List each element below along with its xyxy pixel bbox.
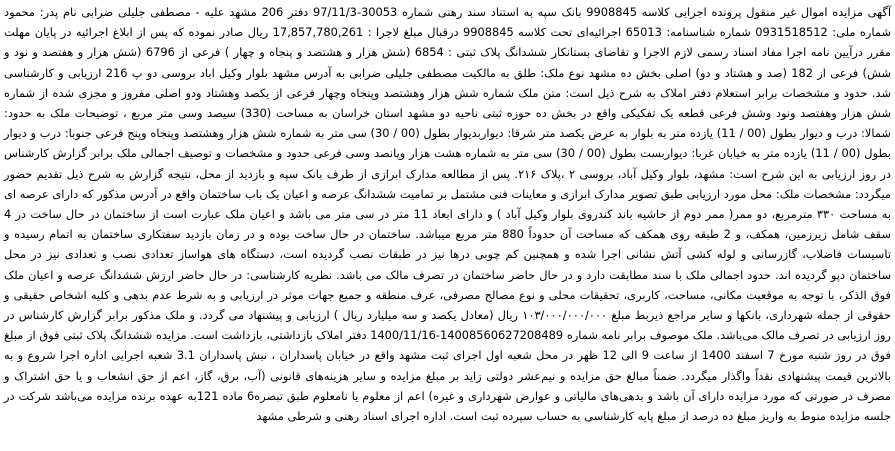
notice-title: آگهی مزایده اموال غیر منقول xyxy=(746,5,892,19)
notice-paragraph xyxy=(4,2,891,426)
notice-body: پرونده اجرایی کلاسه 9908845 بانک سپه به استناد سند رهنی شماره 30053-97/11/3 دفتر 206 مشهد علیه - مصطفی جلیلی ضرابی نام پدر: محمود شماره ملی: 0931518512 شماره شناسنامه: 65013 اجرائیه‌ای تحت کلاسه 9908845 درقبال مبلغ لاجرا : 17,857,780,261 ریال صادر نموده که پس از ابلاغ اجرائیه در پایان مهلت مقرر درآیین نامه اجرا مفاد اسناد رسمی لازم الاجرا و تقاضای بستانکار ششدانگ پلاک ثبتی : 6854 (شش هزار و هشتصد و پنجاه و چهار ) فرعی از 6796 (شش هزار و هفتصد و نود و شش) فرعی از 182 (صد و هشتاد و دو) اصلی بخش ده مشهد نوع ملک: طلق به مالکیت مصطفی جلیلی ضرابی به آدرس مشهد بلوار وکیل اباد بروسی دو پ 216 ارزیابی و کارشناسی شد. حدود و مشخصات برابر استعلام دفتر املاک به شرح ذیل است: متن ملک شماره شش هزار وهشتصد وپنجاه وچهار فرعی از یکصد وهشتاد ودو اصلی مفروز و مجزی شده از شماره شش هزار وهفتصد ونود وشش فرعی قطعه یک تفکیکی واقع در بخش ده حوزه ثبتی ناحیه دو مشهد استان خراسان به مساحت (330) سیصد وسی متر مربع ، توضیحات ملک به حدود: شمالا: درب و دیوار بطول (00 / 11) یازده متر به بلوار به عرض یکصد متر شرقا: دیواربدیوار بطول (00 / 30) سی متر به شماره شش هزار وهشتصد وپنجاه وپنج فرعی جنوبا: درب و دیوار بطول (00 / 11) یازده متر به خیابان غربا: دیواربست بطول (00 / 30) سی متر به شماره هشت هزار وپانصد وسی فرعی حدود و مشخصات و توصیف اجمالی ملک برابر گزارش کارشناس در روز ارزیابی به این شرح است: مشهد، بلوار وکیل آباد، بروسی ۲ ،پلاک ۲۱۶. پس از مطالعه مدارک ابرازی از طرف بانک سپه و بازدید از محل، نتیجه گزارش به شرح ذیل تقدیم حضور میگردد: مشخصات ملک: محل مورد ارزیابی طبق تصویر مدارک ابرازی و معاینات فنی مشتمل بر تمامیت ششدانگ عرصه و اعیان یک باب ساختمان واقع در آدرس مذکور که دارای عرصه ای به مساحت ۳۳۰ مترمربع، دو ممر( ممر دوم از حاشیه باند کندروی بلوار وکیل آباد ) و دارای ابعاد 11 متر در سی متر می باشد و اعیان ملک عبارت است از ساختمان در حال ساخت در 4 سقف شامل زیرزمین، همکف، و 2 طبقه روی همکف که مساحت آن حدوداً 880 متر مربع میباشد. ساختمان در حال ساخت بوده و در زمان بازدید سفتکاری ساختمان به اتمام رسیده و تاسیسات فاضلاب، گازرسانی و لوله کشی آتش نشانی اجرا شده و همچنین کم چوبی درها نیز در طبقات نصب گردیده است، دستگاه های هواساز تعدادی نصب و تعدادی نیز در محل ساختمان دپو گردیده اند. حدود اجمالی ملک با سند مطابقت دارد و در حال حاضر ساختمان در تصرف مالک می باشد. نظریه کارشناسی: در حال حاضر ارزش ششدانگ عرصه و اعیان ملک فوق الذکر، با توجه به موقعیت مکانی، مساحت، کاربری، تحقیقات محلی و نوع مصالح مصرفی، عرف منطقه و جمیع جهات موثر در ارزیابی و به شرط عدم بدهی و کلیه اشخاص حقیقی و حقوقی از جمله شهرداری، بانکها و سایر مراجع ذیربط مبلغ ۱۰۳/۰۰۰/۰۰۰/۰۰۰ ریال (معادل یکصد و سه میلیارد ریال ) ارزیابی و پیشنهاد می گردد. و ملک مذکور برابر گزارش کارشناس در روز ارزیابی در تصرف مالک می‌باشد. ملک موصوف برابر نامه شماره 14008560627208489-1400/11/16 دفتر املاک بازداشتی، بازداشت است. مزایده ششدانگ پلاک ثبتی فوق از مبلغ فوق در روز شنبه مورخ 7 اسفند 1400 از ساعت 9 الی 12 ظهر در محل شعبه اول اجرای ثبت مشهد واقع در خیابان پاسداران ، نبش پاسداران 3.1 شعبه اجرایی اداره اجرا شروع و به بالاترین قیمت پیشنهادی نقداً واگذار میگردد. ضمناً مبالغ حق مزایده و نیم‌عشر دولتی زاید بر مبلغ مزایده و سایر هزینه‌های قانونی (آب، برق، گاز، اعم از حق انشعاب و یا حق اشتراک و مصرف در صورتی که مورد مزایده دارای آن باشد و بدهی‌های مالیاتی و عوارض شهرداری و غیره) اعم از معلوم یا نامعلوم طبق تبصره6 ماده 121به عهده برنده مزایده می‌باشد شرکت در جلسه مزایده منوط به واریز مبلغ ده درصد از مبلغ پایه کارشناسی به حساب سپرده ثبت است. اداره اجرای اسناد رهنی و شرطی مشهد xyxy=(4,5,892,424)
